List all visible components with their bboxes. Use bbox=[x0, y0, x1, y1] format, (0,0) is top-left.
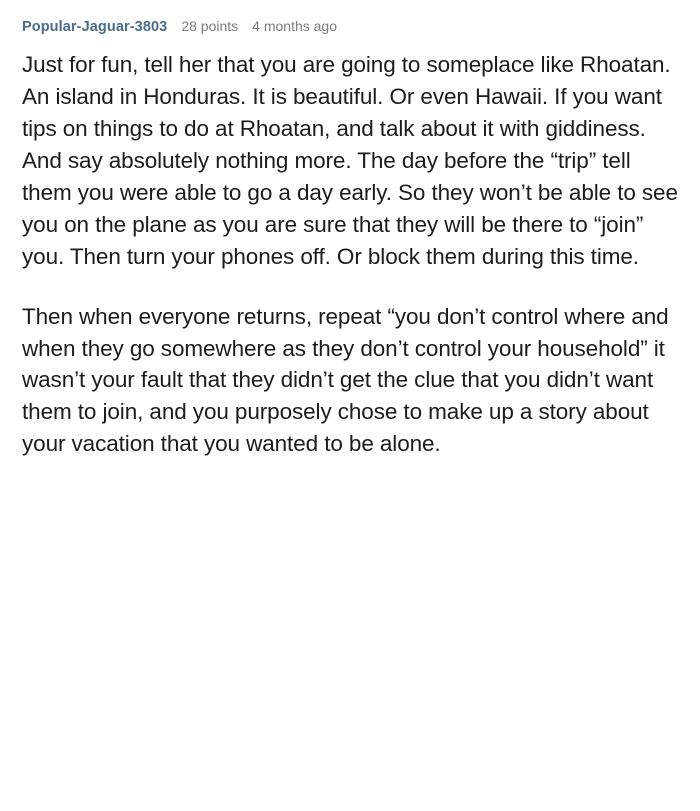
comment-timestamp: 4 months ago bbox=[252, 18, 338, 34]
comment-points: 28 points bbox=[181, 18, 239, 34]
comment-paragraph-1: Just for fun, tell her that you are going to someplace like Rhoatan. An island in Honduras. It is beautiful. Or even Hawaii. If you want tips on things to do at Rhoatan, and talk about it with giddiness. And say absolutely nothing more. The day before the “trip” tell them you were able to go a day early. So they won’t be able to see you on the plane as you are sure that they will be there to “join” you. Then turn your phones off. Or block them during this time. bbox=[22, 52, 678, 269]
comment-author[interactable]: Popular-Jaguar-3803 bbox=[22, 19, 168, 35]
comment-body bbox=[22, 49, 678, 460]
comment-paragraph-2: Then when everyone returns, repeat “you don’t control where and when they go somewhere as they don’t control your household” it wasn’t your fault that they didn’t get the clue that you didn’t want them to join, and you purposely chose to make up a story about your vacation that you wanted to be alone. bbox=[22, 303, 669, 457]
comment-meta bbox=[22, 18, 678, 35]
